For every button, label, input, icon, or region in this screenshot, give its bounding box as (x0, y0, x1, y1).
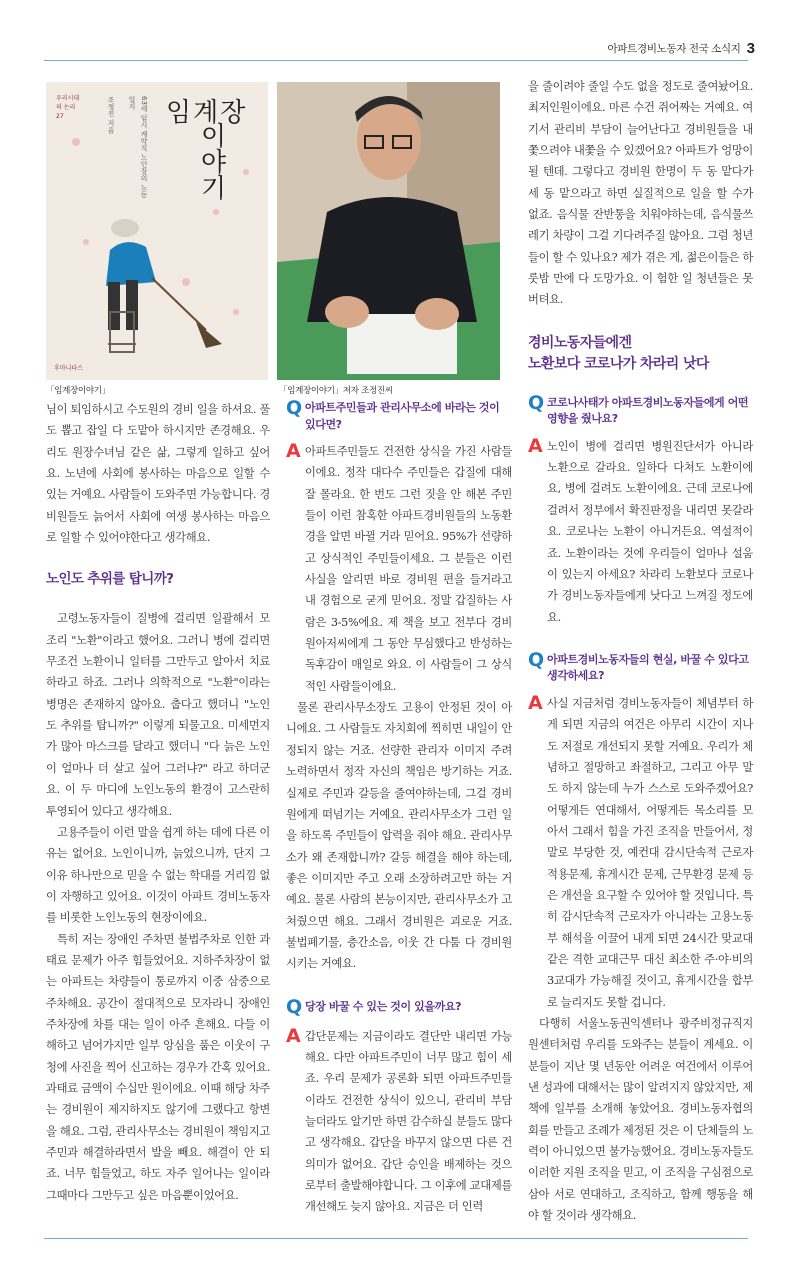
author-photo-illustration (277, 82, 500, 380)
book-cover-image (46, 82, 268, 380)
answer-text: 갑단문제는 지금이라도 결단만 내리면 가능해요. 다만 아파트주민이 너무 많고 힘이 세죠. 우리 문제가 공론화 되면 아파트주민들이라도 건전한 상식이 있으니, 관리비 부담 늘더라도 알기만 하면 감수하실 분들도 많다고 생각해요. 갑단을 바꾸지 않으면 다른 건 의미가 없어요. 갑단 승인을 배제하는 것으로부터 출발해야합니다. 그 이후에 교대제를 개선해도 늦지 않아요. 지금은 더 인력 (305, 1029, 512, 1214)
answer-marker: A (528, 434, 543, 457)
answer-text: 노인이 병에 걸리면 병원진단서가 아니라 노환으로 갈라요. 일하다 다쳐도 노환이에요, 병에 걸려도 노환이에요. 근데 코로나에 걸려서 정부에서 확진판정을 내리면 못갈라요. 코로나는 노환이 아니거든요. 역설적이죠. 노환이라는 것에 우리들이 얼마나 설움이 있는지 아세요? 차라리 노환보다 코로나가 경비노동자들에게 낫다고 느껴질 정도에요. (547, 439, 753, 624)
question-block (286, 997, 512, 1018)
article-column-1 (46, 399, 270, 1206)
answer-block (286, 441, 512, 697)
answer-text: 사실 지금처럼 경비노동자들이 체념부터 하게 되면 지금의 여건은 아무리 시간이 지나도 저절로 개선되지 못할 거예요. 우리가 체념하고 절망하고 좌절하고, 그리고 아무 말도 하지 않는데 누가 스스로 도와주겠어요? 어떻게든 연대해서, 어떻게든 목소리를 모아서 그래서 힘을 가진 조직을 만들어서, 정말로 부당한 것, 예컨대 감시단속적 근로자 적용문제, 휴게시간 문제, 근무환경 문제 등은 개선을 요구할 수 있어야 할 것입니다. 특히 감시단속적 근로자가 아니라는 고용노동부 해석을 이끌어 내게 되면 24시간 맞교대같은 격한 교대근무 대신 최소한 주·야·비의 3교대가 가능해질 것이고, 휴게시간을 합부로 늘리지도 못할 겁니다. (547, 696, 753, 1009)
page-number: 3 (746, 40, 755, 57)
paragraph: 고령노동자들이 질병에 걸리면 일괄해서 모조리 "노환"이라고 했어요. 그러니 병에 걸리면 무조건 노환이니 일터를 그만두고 알아서 치료하라고 하죠. 그러나 의학적으로 "노환"이라는 병명은 존재하지 않아요. 춥다고 했더니 "노인도 추위를 탑니까?" 이렇게 되물고요. 미세먼지가 많아 마스크를 달라고 했더니 "다 늙은 노인이 얼마나 더 살고 싶어 그러냐?" 라고 하더군요. 이 두 마디에 노인노동의 환경이 고스란히 투영되어 있다고 생각해요. (46, 612, 270, 818)
answer-block (528, 693, 753, 1013)
question-text: 당장 바꿀 수 있는 것이 있을까요? (305, 999, 462, 1013)
paragraph: 물론 관리사무소장도 고용이 안정된 것이 아니에요. 그 사람들도 자치회에 찍히면 내일이 안정되지 않는 거죠. 선량한 관리자 이미지 주려 노력하면서 정작 자신의 책임은 방기하는 거죠. 실제로 주민과 갈등을 줄여야하는데, 그걸 경비원에게 떠넘기는 거예요. 관리사무소가 그런 일을 하도록 주민들이 압력을 줘야 해요. 관리사무소가 왜 존재합니까? 갈등 해결을 해야 하는데, 좋은 이미지만 주고 오래 소장하려고만 하는 거예요. 물론 사람의 본능이지만, 관리사무소가 고쳐줬으면 해요. 그래서 경비원은 괴로운 거죠. 불법폐기물, 층간소음, 이웃 간 다툼 다 경비원 시키는 거예요. (286, 701, 512, 971)
question-marker: Q (286, 397, 302, 419)
question-marker: Q (528, 648, 544, 671)
footer-divider (44, 1238, 748, 1239)
section-heading-line1: 경비노동자들에겐 (528, 334, 632, 351)
article-column-3 (528, 76, 753, 1226)
book-publisher: 후마니타스 (54, 365, 83, 372)
question-text: 아파트경비노동자들의 현실, 바꿀 수 있다고 생각하세요? (547, 652, 749, 683)
paragraph: 다행히 서울노동권익센터나 광주비정규직지원센터처럼 우리를 도와주는 분들이 계세요. 이 분들이 지난 몇 년동안 어려운 여건에서 이루어낸 성과에 대해서는 많이 알려지지 않았지만, 제 책에 일부를 소개해 놓았어요. 경비노동자협의회를 만들고 조례가 제정된 것은 이 단체들의 노력이 아니었으면 불가능했어요. 경비노동자들도 이러한 지원 조직을 믿고, 이 조직을 구심점으로 삼아 서로 연대하고, 조직하고, 함께 행동을 해야 할 것이라 생각해요. (528, 1017, 753, 1223)
book-subtitle: 63세 임시 계약직 노인장의 노동 일지 (128, 96, 148, 198)
question-block (528, 393, 753, 428)
paragraph: 특히 저는 장애인 주차면 불법주차로 인한 과태료 문제가 아주 힘들었어요. 지하주차장이 없는 아파트는 차량들이 통로까지 이중 삼중으로 주차해요. 공간이 절대적으로 모자라니 장애인 주차장에 차를 대는 일이 아주 흔해요. 다들 이해하고 넘어가지만 일부 앙심을 품은 이웃이 구청에 사진을 찍어 신고하는 경우가 간혹 있어요. 과태료 금액이 수십만 원이에요. 이때 해당 차주는 경비원이 제지하지도 않기에 그랬다고 항변을 해요. 그럼, 관리사무소는 경비원이 책임지고 주민과 해결하라면서 발을 빼요. 해결이 안 되죠. 너무 힘들었고, 하도 자주 일어나는 일이라 그때마다 그만두고 싶은 마음뿐이었어요. (46, 932, 270, 1202)
answer-marker: A (528, 691, 543, 714)
answer-block (528, 436, 753, 628)
author-photo (277, 82, 500, 380)
book-illustration (46, 82, 268, 380)
question-text: 코로나사태가 아파트경비노동자들에게 어떤 영향을 줬나요? (547, 395, 749, 426)
paragraph: 을 줄이려야 줄일 수도 없을 정도로 줄여놨어요. 최저인원이에요. 마른 수건 쥐어짜는 거예요. 여기서 관리비 부담이 늘어난다고 경비원들을 내쫓으려야 내쫓을 수 있겠어요? 아파트가 엉망이 될 텐데. 그렇다고 경비원 한명이 두 동 맡다가 세 동 맡으라고 하면 실질적으로 일을 할 수가 없죠. 음식물 잔반통을 치워야하는데, 음식물쓰레기 차량이 그걸 기다려주질 않아요. 그럼 청년들이 할 수 있나요? 제가 겪은 게, 젊은이들은 하룻밤 만에 다 도망가요. 이 험한 일 청년들은 못 버텨요. (528, 80, 754, 307)
book-series-label: 우리시대의 논리 27 (56, 95, 80, 120)
book-author: 조정진 지음 (107, 96, 115, 134)
question-marker: Q (528, 391, 544, 414)
paragraph: 님이 퇴임하시고 수도원의 경비 일을 하셔요. 풀도 뽑고 잡일 다 도맡아 하시지만 존경해요. 우리도 원장수녀님 같은 삶, 그렇게 일하고 싶어요. 노년에 사회에 봉사하는 마음으로 일할 수 있는 거예요. 사람들이 도와주면 가능합니다. 경비원들도 늙어서 사회에 여생 봉사하는 마음으로 일할 수 있어야한다고 생각해요. (46, 403, 270, 545)
section-heading: 노인도 추위를 탑니까? (46, 571, 174, 588)
section-heading-line2: 노환보다 코로나가 차라리 낫다 (528, 355, 709, 372)
question-block (286, 398, 512, 433)
paragraph: 고용주들이 이런 말을 쉽게 하는 데에 다른 이유는 없어요. 노인이니까, 늙었으니까, 단지 그 이유 하나만으로 믿을 수 없는 학대를 거리낌 없이 자행하고 있어요. 이것이 아파트 경비노동자를 비롯한 노인노동의 현장이에요. (46, 825, 270, 925)
book-title-line2: 이야기 (196, 122, 226, 200)
section-heading (528, 333, 753, 375)
article-column-2 (286, 398, 512, 1218)
answer-marker: A (286, 440, 301, 462)
answer-marker: A (286, 1024, 301, 1047)
question-marker: Q (286, 995, 302, 1018)
header-divider (44, 60, 748, 61)
question-block (528, 650, 753, 685)
answer-block (286, 1026, 512, 1218)
book-caption: 「임계장이야기」 (46, 386, 110, 396)
answer-text: 아파트주민들도 건전한 상식을 가진 사람들이에요. 정작 대다수 주민들은 갑질에 대해 잘 몰라요. 한 번도 그런 짓을 안 해본 주민들이 이런 참혹한 아파트경비원들의 노동환경을 알면 바뀔 거라 믿어요. 95%가 선량하고 상식적인 주민들이세요. 그 분들은 이런 사실을 알리면 바로 경비원 편을 들거라고 내 경험으로 굳게 믿어요. 정말 갑질하는 사람은 3-5%에요. 제 책을 보고 전부다 경비원아저씨에게 그 동안 무심했다고 반성하는 독후감이 매일로 와요. 이 사람들이 그 상식적인 사람들이에요. (305, 445, 512, 693)
question-text: 아파트주민들과 관리사무소에 바라는 것이 있다면? (305, 401, 500, 431)
photo-caption: 「임계장이야기」저자 조정진씨 (279, 386, 393, 396)
book-title-line1: 임계장 (166, 98, 248, 128)
page-header (607, 40, 755, 57)
newsletter-title: 아파트경비노동자 전국 소식지 (607, 43, 741, 55)
